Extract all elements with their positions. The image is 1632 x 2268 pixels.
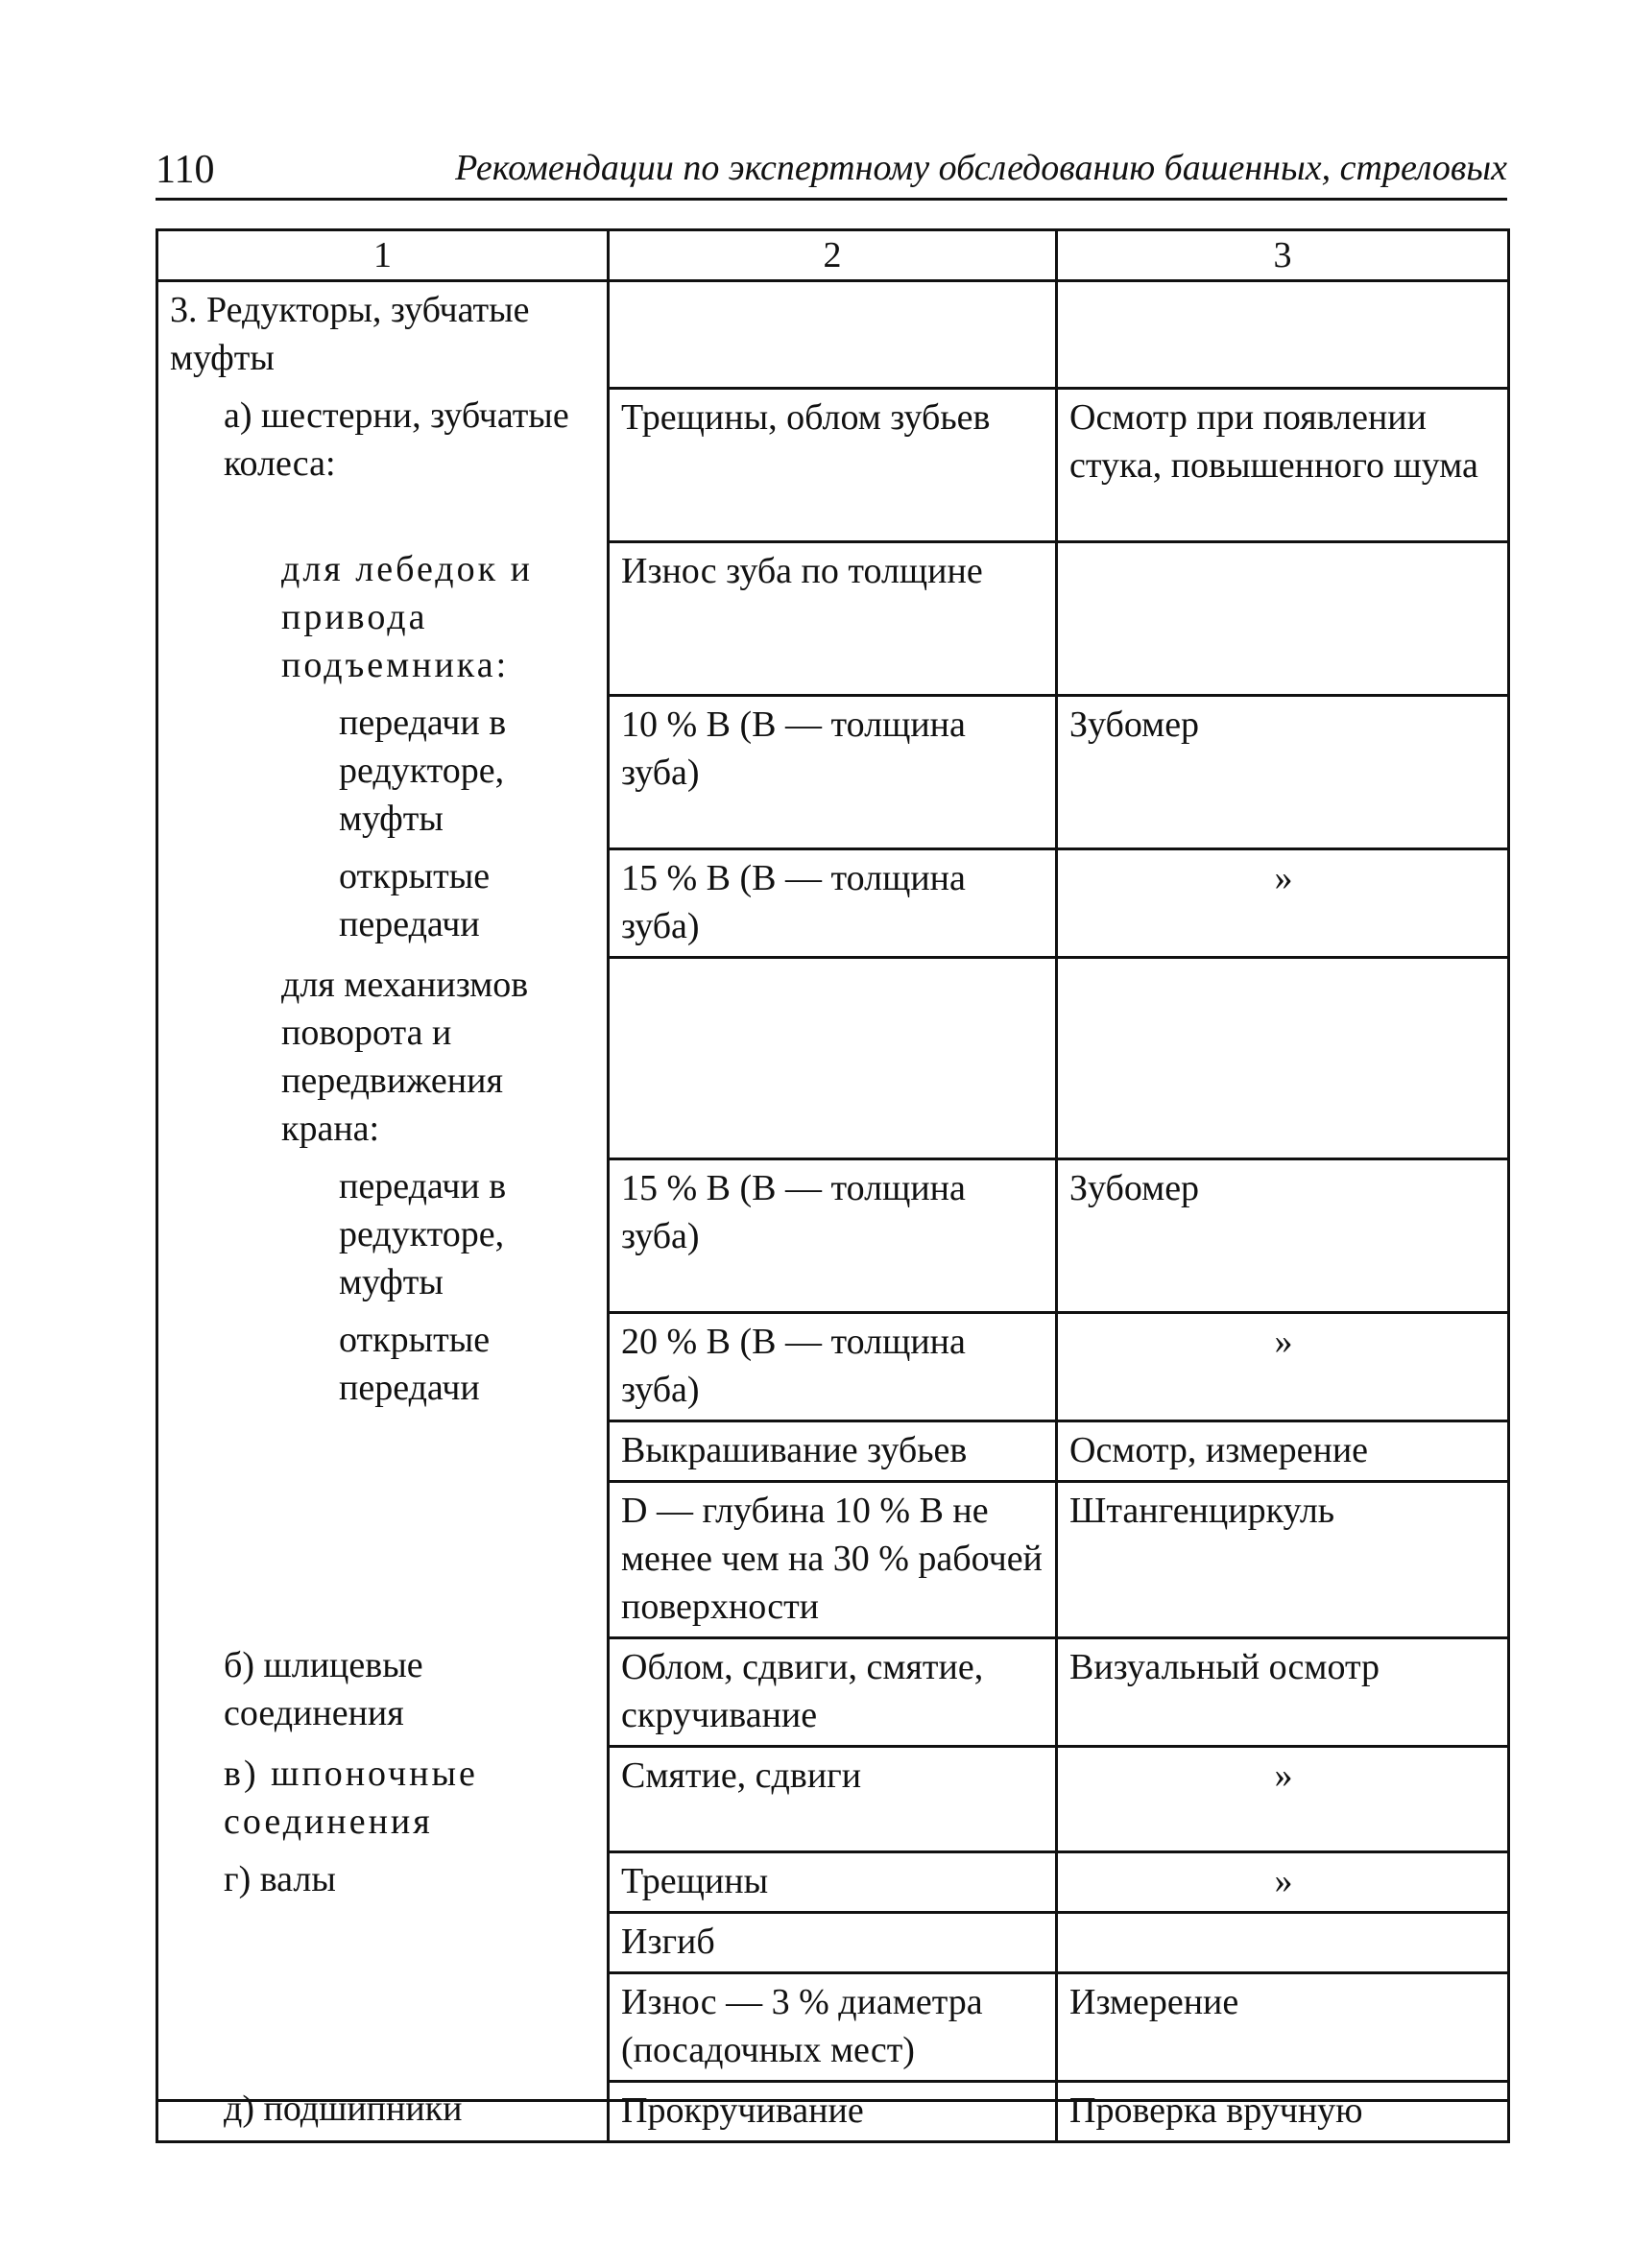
table-row bbox=[157, 957, 1509, 1158]
page-header bbox=[156, 146, 1507, 196]
row-criterion: Трещины, облом зубьев bbox=[609, 388, 1057, 541]
table-row bbox=[157, 695, 1509, 848]
row-criterion: Прокручивание bbox=[609, 2081, 1057, 2141]
row-criterion: D — глубина 10 % В не менее чем на 30 % рабочей поверхности bbox=[609, 1481, 1057, 1637]
row-method bbox=[1057, 1912, 1509, 1972]
table-row bbox=[157, 1851, 1509, 1912]
row-item: д) подшипники bbox=[157, 2081, 609, 2141]
row-item bbox=[157, 1481, 609, 1637]
row-method: Зубомер bbox=[1057, 1158, 1509, 1312]
row-method: Осмотр, измерение bbox=[1057, 1420, 1509, 1481]
table-row bbox=[157, 1420, 1509, 1481]
row-criterion: Трещины bbox=[609, 1851, 1057, 1912]
table-header-row bbox=[157, 230, 1509, 281]
row-method: Визуальный осмотр bbox=[1057, 1637, 1509, 1746]
column-header: 2 bbox=[609, 230, 1057, 281]
row-criterion bbox=[609, 957, 1057, 1158]
inspection-table bbox=[156, 228, 1510, 2143]
row-item: б) шлицевые соединения bbox=[157, 1637, 609, 1746]
table-row bbox=[157, 1312, 1509, 1420]
row-item: 3. Редукторы, зубчатые муфты bbox=[157, 281, 609, 389]
row-item: открытые передачи bbox=[157, 848, 609, 957]
row-item: для лебедок и привода подъемника: bbox=[157, 541, 609, 695]
row-item bbox=[157, 1972, 609, 2081]
row-method: Штангенциркуль bbox=[1057, 1481, 1509, 1637]
row-criterion: Облом, сдвиги, смятие, скручивание bbox=[609, 1637, 1057, 1746]
row-method: » bbox=[1057, 1851, 1509, 1912]
row-criterion: Износ — 3 % диаметра (посадочных мест) bbox=[609, 1972, 1057, 2081]
row-item: г) валы bbox=[157, 1851, 609, 1912]
row-method: Измерение bbox=[1057, 1972, 1509, 2081]
row-criterion bbox=[609, 281, 1057, 389]
row-criterion: Изгиб bbox=[609, 1912, 1057, 1972]
row-item: в) шпоночные соединения bbox=[157, 1746, 609, 1851]
row-criterion: Выкрашивание зубьев bbox=[609, 1420, 1057, 1481]
table-row bbox=[157, 2081, 1509, 2141]
row-criterion: Смятие, сдвиги bbox=[609, 1746, 1057, 1851]
row-item: открытые передачи bbox=[157, 1312, 609, 1420]
row-method bbox=[1057, 957, 1509, 1158]
table-row bbox=[157, 388, 1509, 541]
table-row bbox=[157, 1912, 1509, 1972]
row-criterion: 15 % В (В — толщина зуба) bbox=[609, 848, 1057, 957]
row-method: Осмотр при появлении стука, повышенного шума bbox=[1057, 388, 1509, 541]
row-criterion: Износ зуба по толщине bbox=[609, 541, 1057, 695]
table-row bbox=[157, 281, 1509, 389]
table-row bbox=[157, 541, 1509, 695]
table-row bbox=[157, 1972, 1509, 2081]
row-item: передачи в редукторе, муфты bbox=[157, 695, 609, 848]
row-item: передачи в редукторе, муфты bbox=[157, 1158, 609, 1312]
table-row bbox=[157, 1481, 1509, 1637]
row-item bbox=[157, 1420, 609, 1481]
row-method: » bbox=[1057, 848, 1509, 957]
row-method: » bbox=[1057, 1746, 1509, 1851]
row-criterion: 15 % В (В — толщина зуба) bbox=[609, 1158, 1057, 1312]
column-header: 3 bbox=[1057, 230, 1509, 281]
row-criterion: 20 % В (В — толщина зуба) bbox=[609, 1312, 1057, 1420]
row-item: а) шестерни, зубчатые колеса: bbox=[157, 388, 609, 541]
running-title: Рекомендации по экспертному обследованию башенных, стреловых bbox=[455, 148, 1507, 188]
row-criterion: 10 % В (В — толщина зуба) bbox=[609, 695, 1057, 848]
table-row bbox=[157, 1637, 1509, 1746]
row-method: » bbox=[1057, 1312, 1509, 1420]
row-item bbox=[157, 1912, 609, 1972]
page-number: 110 bbox=[156, 148, 215, 192]
table-row bbox=[157, 848, 1509, 957]
table-row bbox=[157, 1746, 1509, 1851]
row-method bbox=[1057, 541, 1509, 695]
row-method: Проверка вручную bbox=[1057, 2081, 1509, 2141]
footer-rule bbox=[156, 2099, 1507, 2102]
row-item: для механизмов поворота и передвижения крана: bbox=[157, 957, 609, 1158]
row-method: Зубомер bbox=[1057, 695, 1509, 848]
header-rule bbox=[156, 198, 1507, 201]
table-row bbox=[157, 1158, 1509, 1312]
column-header: 1 bbox=[157, 230, 609, 281]
row-method bbox=[1057, 281, 1509, 389]
